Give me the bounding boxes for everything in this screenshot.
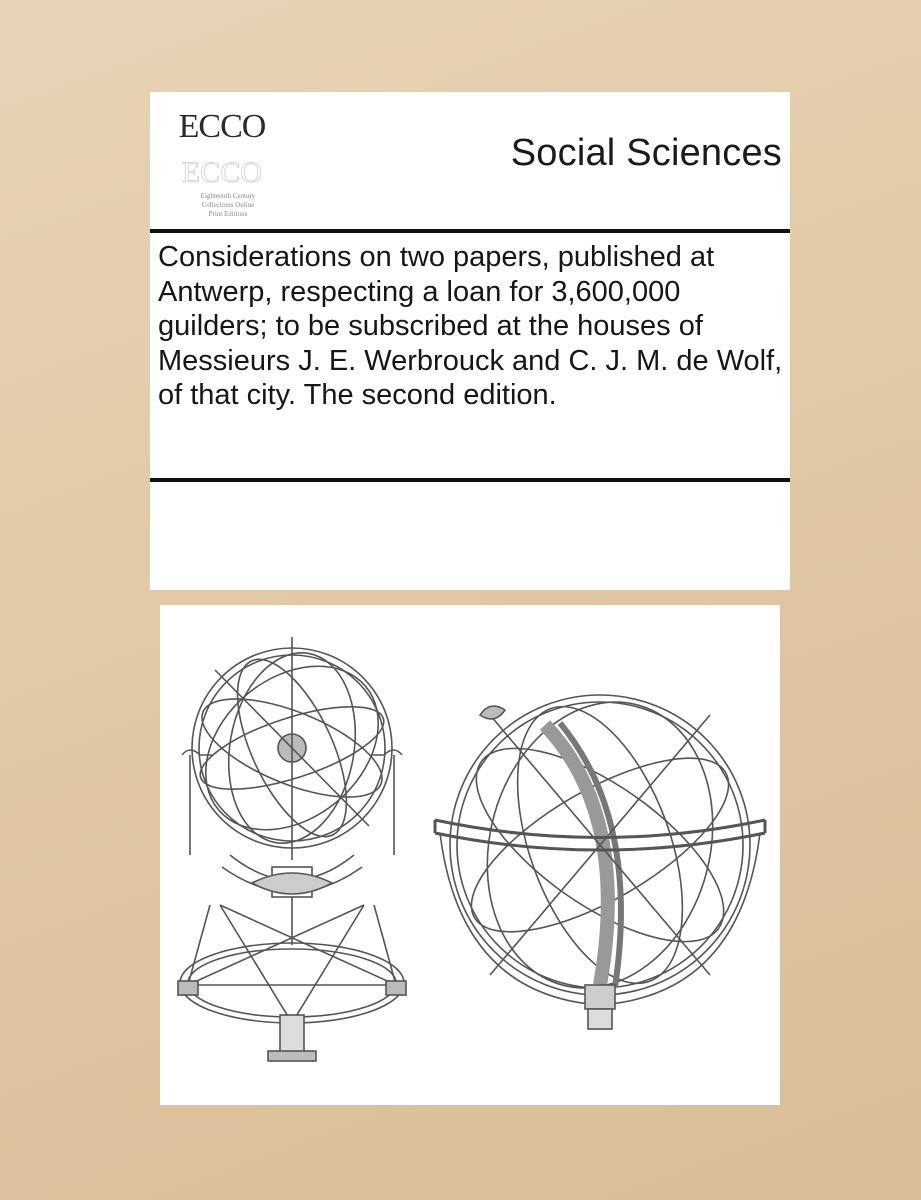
ecco-logo	[172, 108, 272, 220]
svg-text:ECCO: ECCO	[181, 156, 263, 189]
bottom-divider	[150, 478, 790, 482]
logo-wordmark: ECCO	[178, 108, 266, 145]
armillary-sphere-hemisphere-icon	[435, 676, 765, 1029]
book-title: Considerations on two papers, published at Antwerp, respecting a loan for 3,600,000 guilders; to be subscribed at the houses of Messieurs J. E. Werbrouck and C. J. M. de Wolf, of that city. The second edition.	[158, 241, 783, 412]
logo-subline-3: Print Editions	[208, 210, 248, 218]
logo-subline-2: Collections Online	[201, 201, 255, 209]
top-divider	[150, 229, 790, 233]
armillary-sphere-stand-icon	[173, 633, 410, 1061]
cover-header-panel	[150, 92, 790, 590]
logo-subline-1: Eighteenth Century	[200, 192, 256, 200]
cover-illustration-panel	[160, 605, 780, 1105]
logo-emblem-icon	[172, 152, 272, 192]
series-title: Social Sciences	[510, 132, 782, 174]
